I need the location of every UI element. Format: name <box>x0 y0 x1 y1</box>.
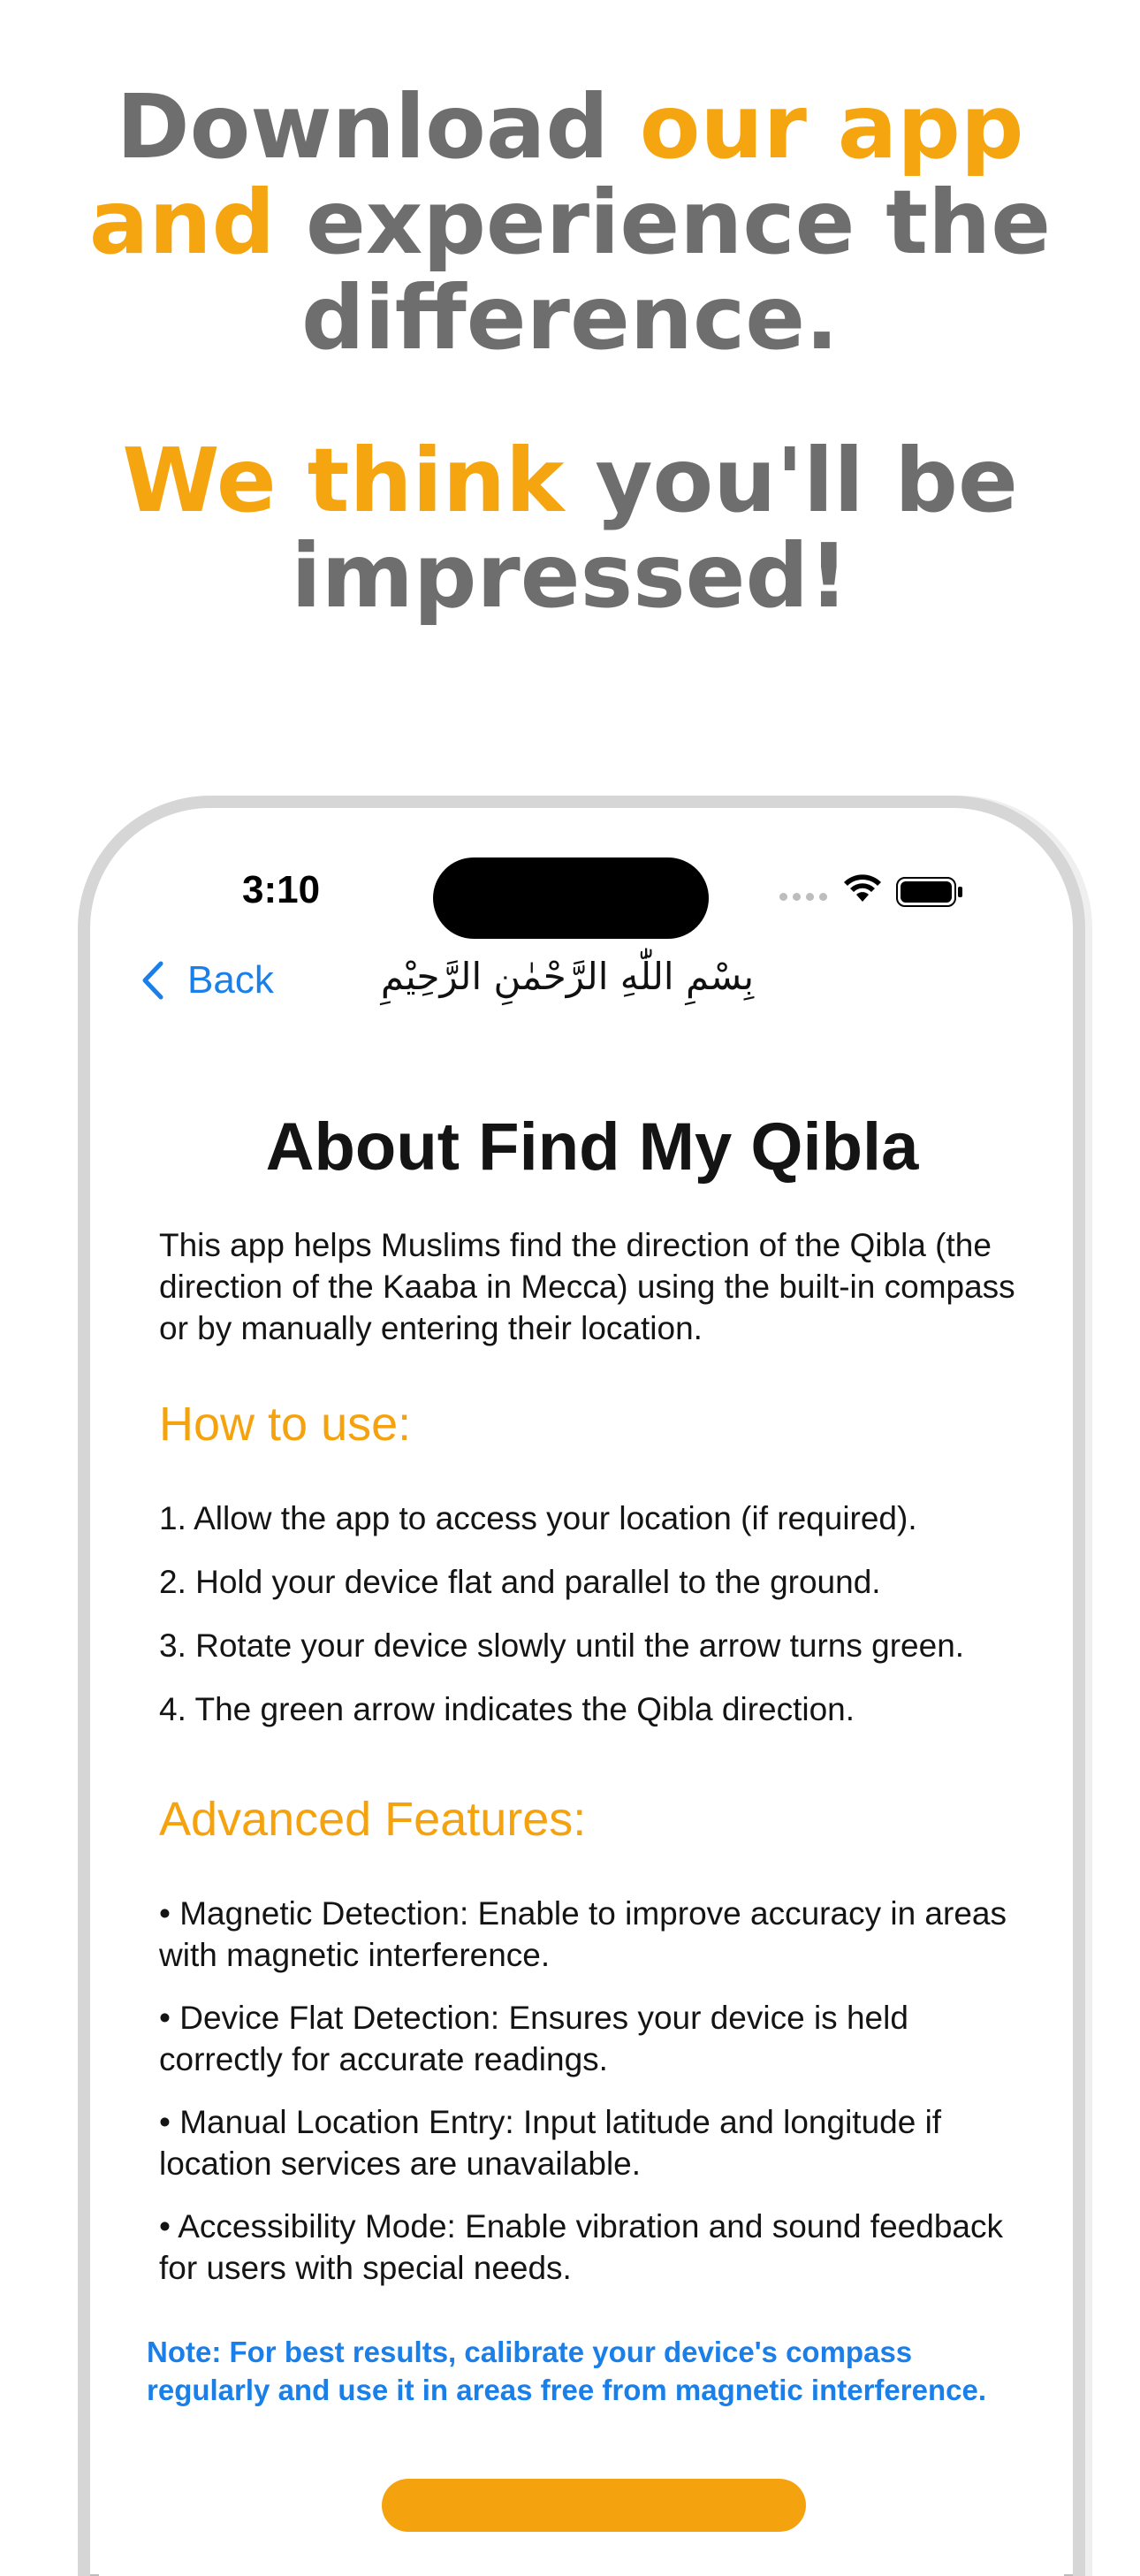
action-button[interactable] <box>382 2479 806 2532</box>
nav-title: بِسْمِ اللّٰهِ الرَّحْمٰنِ الرَّحِيْمِ <box>380 955 755 998</box>
headline-text-2: experience the difference. <box>275 171 1052 370</box>
list-item: • Accessibility Mode: Enable vibration and sound feedback for users with special needs. <box>159 2208 1003 2286</box>
steps-list <box>159 1498 1025 1730</box>
subheadline-accent: We think <box>122 429 565 532</box>
calibration-note: Note: For best results, calibrate your device's compass regularly and use it in areas free from magnetic interference. <box>147 2336 987 2406</box>
list-item: 1. Allow the app to access your location (if required). <box>159 1500 917 1536</box>
subheadline-text: you'll be impressed! <box>291 429 1018 628</box>
about-content <box>147 1109 1025 2438</box>
list-item: 2. Hold your device flat and parallel to the ground. <box>159 1564 881 1600</box>
chevron-left-icon <box>141 961 164 1000</box>
signal-icon <box>779 893 827 901</box>
marketing-subheadline <box>0 429 1140 628</box>
intro-paragraph: This app helps Muslims find the direction of the Qibla (the direction of the Kaaba in Mecca) using the built-in compass or by manually entering their location. <box>159 1227 1015 1346</box>
headline-accent-1: our app <box>639 75 1024 179</box>
list-item: 3. Rotate your device slowly until the arrow turns green. <box>159 1627 965 1664</box>
battery-icon <box>896 877 963 907</box>
features-list <box>159 1893 1025 2289</box>
phone-screen <box>99 817 1064 2576</box>
list-item: • Device Flat Detection: Ensures your device is held correctly for accurate readings. <box>159 2000 908 2077</box>
headline-accent-2: and <box>88 171 276 274</box>
how-to-use-heading: How to use: <box>159 1398 412 1451</box>
back-label: Back <box>187 958 274 1002</box>
phone-frame <box>78 796 1085 2576</box>
marketing-headline <box>0 75 1140 370</box>
dynamic-island <box>433 857 709 939</box>
list-item: • Manual Location Entry: Input latitude and longitude if location services are unavailable. <box>159 2104 942 2182</box>
back-button[interactable] <box>141 958 274 1002</box>
list-item: 4. The green arrow indicates the Qibla direction. <box>159 1691 855 1727</box>
page-title: About Find My Qibla <box>265 1109 919 1185</box>
wifi-icon <box>841 872 884 903</box>
advanced-features-heading: Advanced Features: <box>159 1793 587 1846</box>
status-time: 3:10 <box>242 868 321 911</box>
list-item: • Magnetic Detection: Enable to improve accuracy in areas with magnetic interference. <box>159 1895 1007 1973</box>
headline-text-1: Download <box>116 75 640 179</box>
